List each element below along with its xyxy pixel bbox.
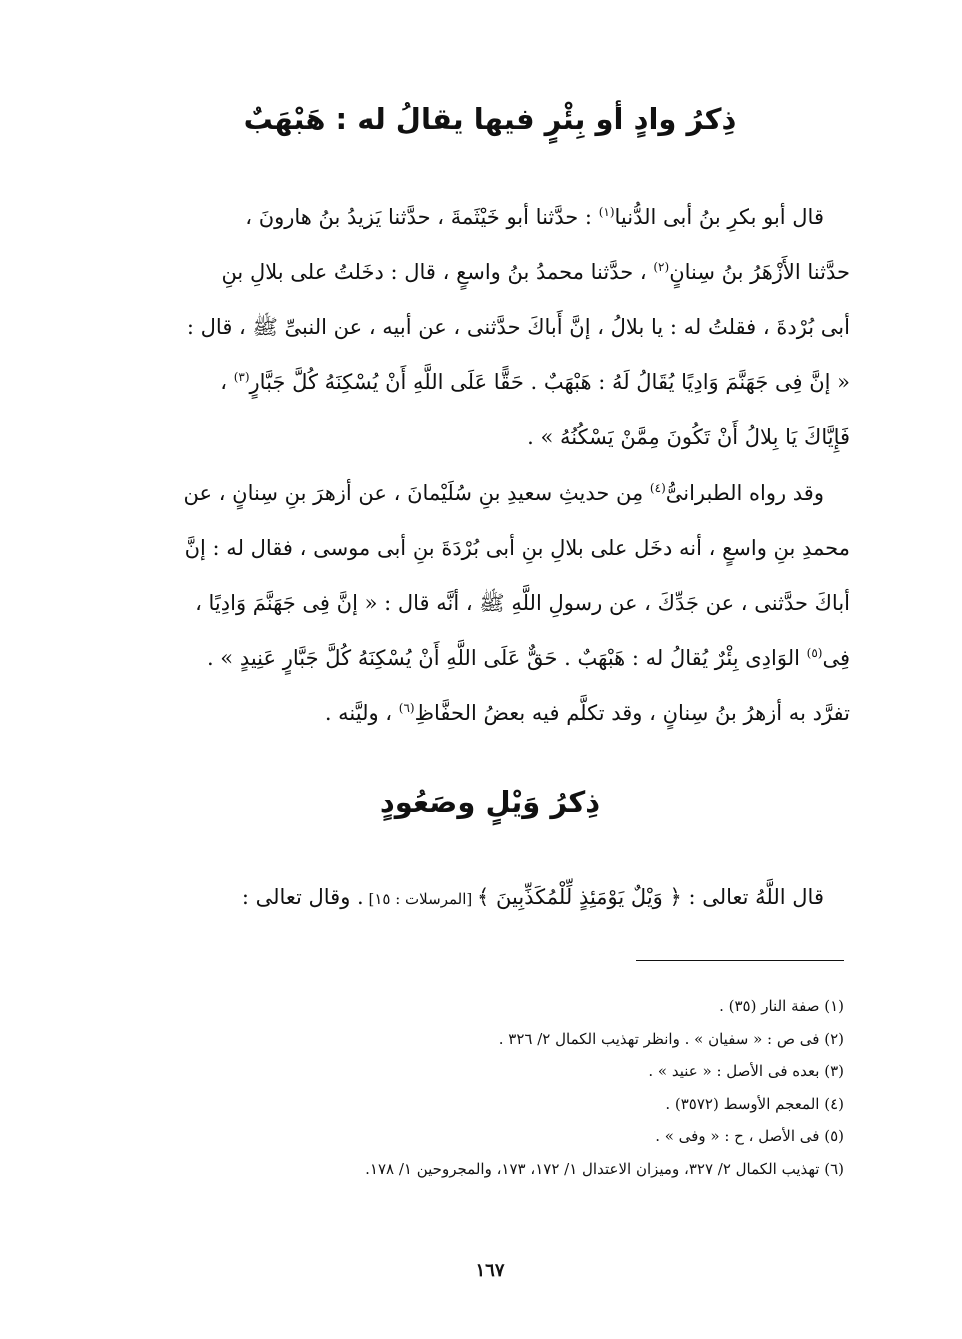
paragraph-line: أبى بُرْدةَ ، فقلتُ له : يا بلالُ ، إنَّ أَباكَ حدَّثنى ، عن أبيه ، عن النبىِّ ﷺ ، قال : xyxy=(186,315,850,339)
paragraph-line xyxy=(130,245,850,300)
verse-citation: [المرسلات : ١٥] xyxy=(363,890,478,908)
footnote-ref-1[interactable]: (١) xyxy=(598,205,615,219)
footnote-ref-5[interactable]: (٥) xyxy=(806,646,823,660)
hadith-text: « إنَّ فِى جَهَنَّمَ وَادِيًا يُقَالُ لَهُ : هَبْهَبٌ . حَقًّا عَلَى اللَّهِ أَنْ يُسْكِنَهُ كُلَّ جَبَّارٍ xyxy=(249,370,850,394)
paragraph-line xyxy=(130,870,850,927)
section-heading-wayl: ذِكرُ وَيْلٍ وصَعُودٍ xyxy=(379,785,601,819)
paragraph-line xyxy=(130,686,850,741)
paragraph-quran-verse xyxy=(130,870,850,927)
text-segment: ، وليَّنه . xyxy=(324,701,399,725)
text-segment: مِن حديثِ سعيدِ بنِ سُلَيْمانَ ، عن أزهرَ بنِ سِنانٍ ، عن xyxy=(183,481,650,505)
footnote-divider xyxy=(636,960,844,961)
text-segment: وقد رواه الطبرانىُّ xyxy=(665,481,824,505)
footnote-item: (١) صفة النار (٣٥) . xyxy=(719,997,844,1015)
paragraph-line: فَإِيَّاكَ يَا بِلالُ أَنْ تَكُونَ مِمَّنْ يَسْكُنُهُ » . xyxy=(527,425,850,449)
footnote-item: (٤) المعجم الأوسط (٣٥٧٢) . xyxy=(665,1094,844,1113)
paragraph-line xyxy=(130,355,850,410)
text-segment: فِى xyxy=(822,646,850,670)
footnote-item: (٥) فى الأصل ، ح : « وفى » . xyxy=(655,1127,844,1145)
book-page xyxy=(130,0,850,1339)
footnote-ref-2[interactable]: (٢) xyxy=(653,260,670,274)
footnote-ref-4[interactable]: (٤) xyxy=(649,481,666,495)
verse-text: قال اللَّهُ تعالى : ﴿ وَيْلٌ يَوْمَئِذٍ لِّلْمُكَذِّبِينَ ﴾ xyxy=(477,885,824,909)
paragraph-line xyxy=(130,190,850,245)
paragraph-line: أباكَ حدَّثنى ، عن جَدِّكَ ، عن رسولِ اللَّهِ ﷺ ، أنَّه قال : « إنَّ فِى جَهَنَّمَ وَادِيًا ، xyxy=(195,591,850,615)
footnote-item: (٢) فى ص : « سفيان » . وانظر تهذيب الكمال ٢/ ٣٢٦ . xyxy=(498,1029,844,1048)
text-segment: تفرَّد به أزهرُ بنُ سِنانٍ ، وقد تكلَّم فيه بعضُ الحفَّاظِ xyxy=(414,701,850,725)
text-segment: : حدَّثنا أبو خَيْثَمةَ ، حدَّثنا يَزيدُ بنُ هارونَ ، xyxy=(245,205,599,229)
paragraph-line xyxy=(130,466,850,521)
text-segment: قال أبو بكرِ بنُ أبى الدُّنيا xyxy=(614,205,824,229)
paragraph-tabarani xyxy=(130,466,850,741)
paragraph-line: محمدِ بنِ واسعٍ ، أنه دخَل على بلالِ بنِ أبى بُرْدَةَ بنِ أبى موسى ، فقال له : إنَّ xyxy=(184,536,850,560)
text-segment: الوَادِى بِئْرٌ يُقالُ له : هَبْهَبٌ . حَقٌّ عَلَى اللَّهِ أَنْ يُسْكِنَهُ كُلَّ جَبَّارٍ عَنِيدٍ » . xyxy=(206,646,807,670)
text-segment: ، حدَّثنا محمدُ بنُ واسعٍ ، قال : دخَلتُ على بلالِ بنِ xyxy=(221,260,654,284)
paragraph-line xyxy=(130,631,850,686)
footnote-ref-3[interactable]: (٣) xyxy=(233,370,250,384)
text-segment: ، xyxy=(220,370,234,394)
text-segment: حدَّثنا الأَزْهَرُ بنُ سِنانٍ xyxy=(669,260,850,284)
footnotes-list xyxy=(130,990,844,1185)
footnote-item: (٦) تهذيب الكمال ٢/ ٣٢٧، وميزان الاعتدال ١/ ١٧٢، ١٧٣، والمجروحين ١/ ١٧٨. xyxy=(365,1159,844,1178)
section-heading-habhab: ذِكرُ وادٍ أو بِئْرٍ فيها يقالُ له : هَبْهَبٌ xyxy=(243,102,737,136)
footnote-ref-6[interactable]: (٦) xyxy=(398,701,415,715)
paragraph-ibn-abi-dunya xyxy=(130,190,850,465)
footnote-item: (٣) بعده فى الأصل : « عنيد » . xyxy=(648,1062,844,1080)
page-number: ١٦٧ xyxy=(475,1260,505,1281)
text-segment: . وقال تعالى : xyxy=(241,885,364,909)
